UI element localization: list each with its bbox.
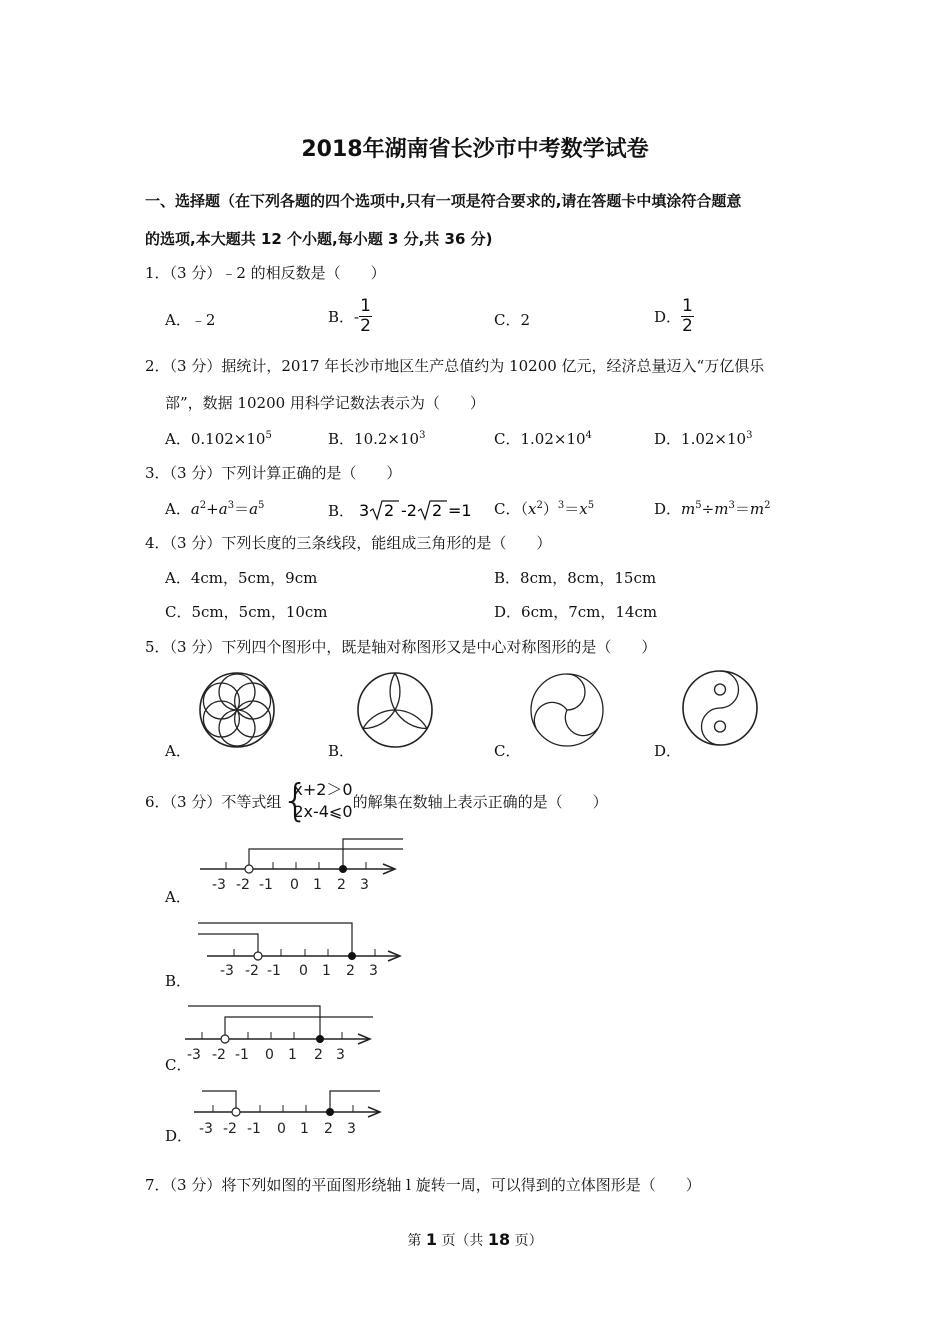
q2-option-a-exp: 5 — [265, 430, 272, 441]
q1-option-a: A．﹣2 — [165, 311, 216, 329]
tick-label: 2 — [337, 877, 346, 893]
q3-b-rad2: 2 — [431, 501, 442, 520]
solution-ray-closed — [198, 923, 352, 956]
tick-labels — [212, 877, 369, 893]
tick-label: 0 — [290, 877, 299, 893]
q2-option-a-text: A．0.102×10 — [165, 430, 266, 448]
question-6-suffix: 的解集在数轴上表示正确的是（ ） — [352, 792, 608, 811]
tick-label: 3 — [336, 1047, 345, 1063]
solution-ray-open — [202, 1091, 236, 1112]
q2-option-d — [654, 428, 752, 449]
tick-label: 3 — [360, 877, 369, 893]
q4-option-d: D．6cm，7cm，14cm — [494, 603, 658, 621]
q6-option-c: C． — [165, 1056, 192, 1074]
section-heading-line1: 一、选择题（在下列各题的四个选项中,只有一项是符合要求的,请在答题卡中填涂符合题意 — [145, 192, 742, 210]
petal-arc — [363, 710, 395, 729]
footer-mid: 页（共 — [441, 1233, 484, 1249]
tick-labels — [187, 1047, 345, 1063]
q3-b-rad1: 2 — [383, 501, 394, 520]
q3-option-b — [328, 498, 472, 522]
inequality-system — [281, 775, 353, 826]
tick-label: -1 — [259, 877, 273, 893]
footer-pre: 第 — [407, 1233, 422, 1249]
tick-label: -3 — [220, 963, 234, 979]
question-6-prefix: 6．（3 分）不等式组 — [145, 792, 282, 811]
q2-option-b-text: B．10.2×10 — [328, 430, 420, 448]
closed-point — [339, 865, 347, 873]
q5-option-c: C． — [494, 742, 521, 760]
tick-label: -3 — [187, 1047, 201, 1063]
tick-label: 1 — [300, 1121, 309, 1137]
tick-label: 1 — [313, 877, 322, 893]
section-heading-line2: 的选项,本大题共 12 个小题,每小题 3 分,共 36 分) — [145, 230, 493, 248]
tick-label: -1 — [247, 1121, 261, 1137]
q3-option-d: D．$m^5\div m^3=m^2$ — [654, 500, 771, 518]
petal-arc — [395, 710, 427, 729]
fraction-denominator: 2 — [360, 316, 371, 336]
q3-b-rhs: =1 — [447, 501, 472, 520]
question-1: 1．（3 分）﹣2 的相反数是（ ） — [145, 264, 386, 282]
swirl-arc — [565, 710, 598, 736]
page-title: 2018年湖南省长沙市中考数学试卷 — [301, 137, 649, 162]
flower-of-life-figure — [195, 668, 279, 752]
q3-option-b-label: B． — [328, 502, 355, 520]
question-2-line1: 2．（3 分）据统计，2017 年长沙市地区生产总值约为 10200 亿元，经济总量迈入“万亿俱乐 — [145, 357, 765, 375]
open-point — [221, 1035, 229, 1043]
petal-arc — [390, 673, 400, 710]
triskelion-figure — [525, 668, 609, 752]
q5-option-b: B． — [328, 742, 355, 760]
q4-option-c: C．5cm，5cm，10cm — [165, 603, 328, 621]
solution-ray-closed — [188, 1006, 320, 1039]
solution-ray-open — [198, 934, 258, 956]
q2-option-c-exp: 4 — [585, 430, 592, 441]
q1-option-b-sign: - — [354, 307, 360, 326]
tick-labels — [220, 963, 378, 979]
tick-label: -2 — [236, 877, 250, 893]
tick-label: -2 — [212, 1047, 226, 1063]
q3-b-op1: -2 — [400, 501, 417, 520]
q1-option-b-label: B． — [328, 308, 355, 326]
fraction-denominator: 2 — [682, 316, 693, 336]
q6-option-d: D． — [165, 1127, 193, 1145]
q4-option-a: A．4cm，5cm，9cm — [165, 569, 318, 587]
q4-option-b: B．8cm，8cm，15cm — [494, 569, 657, 587]
number-line-a — [195, 835, 410, 895]
question-5: 5．（3 分）下列四个图形中，既是轴对称图形又是中心对称图形的是（ ） — [145, 638, 657, 656]
footer-post: 页） — [514, 1233, 543, 1249]
q1-option-c: C．2 — [494, 311, 531, 329]
open-point — [232, 1108, 240, 1116]
q5-option-a: A． — [165, 742, 191, 760]
closed-point — [326, 1108, 334, 1116]
tick-label: 3 — [347, 1121, 356, 1137]
closed-point — [348, 952, 356, 960]
question-4: 4．（3 分）下列长度的三条线段，能组成三角形的是（ ） — [145, 534, 552, 552]
tick-label: 2 — [314, 1047, 323, 1063]
three-petal-figure — [353, 668, 437, 752]
tick-label: 2 — [324, 1121, 333, 1137]
solution-ray-open — [225, 1017, 373, 1039]
q2-option-c — [494, 428, 592, 449]
s-curve — [702, 671, 739, 745]
question-2-line2: 部”，数据 10200 用科学记数法表示为（ ） — [165, 394, 485, 412]
q3-option-d-label: D． — [654, 500, 682, 518]
fraction — [681, 298, 694, 335]
q1-option-d-label: D． — [654, 308, 682, 326]
q1-option-d — [654, 298, 694, 335]
number-line-b — [195, 918, 410, 978]
solution-ray-open — [249, 849, 403, 869]
q2-option-b — [328, 428, 425, 449]
swirl-arc — [567, 674, 585, 710]
tick-label: -2 — [245, 963, 259, 979]
q2-option-a — [165, 428, 272, 449]
small-circle-bottom — [715, 721, 726, 732]
inequality-2: 2x-4⩽0 — [293, 802, 353, 821]
inequality-1: x+2＞0 — [293, 780, 353, 799]
number-line-d — [190, 1086, 395, 1146]
tick-label: -1 — [267, 963, 281, 979]
brace: { — [281, 775, 310, 826]
open-point — [254, 952, 262, 960]
page-footer — [0, 1230, 950, 1250]
q3-option-c: C．$(x^2)^3=x^5$ — [494, 500, 595, 518]
tick-label: 2 — [346, 963, 355, 979]
q6-option-b: B． — [165, 972, 192, 990]
tick-label: 0 — [277, 1121, 286, 1137]
question-7: 7．（3 分）将下列如图的平面图形绕轴 l 旋转一周，可以得到的立体图形是（ ） — [145, 1176, 701, 1194]
footer-total-pages: 18 — [487, 1230, 511, 1249]
q2-option-c-text: C．1.02×10 — [494, 430, 586, 448]
fraction-numerator: 1 — [682, 296, 693, 316]
swirl-arc — [534, 702, 567, 728]
q3-option-b-expression — [358, 498, 472, 522]
fraction — [359, 298, 372, 335]
tick-label: -1 — [235, 1047, 249, 1063]
petal-circles — [203, 674, 270, 746]
q5-option-d: D． — [654, 742, 682, 760]
question-3: 3．（3 分）下列计算正确的是（ ） — [145, 464, 402, 482]
q1-option-b — [328, 298, 372, 335]
q6-option-a: A． — [165, 888, 191, 906]
small-circle-top — [715, 684, 726, 695]
q3-option-a-label: A． — [165, 500, 191, 518]
tick-label: 1 — [322, 963, 331, 979]
yin-yang-figure — [678, 666, 762, 750]
q3-b-coef1: 3 — [358, 501, 369, 520]
tick-label: -3 — [212, 877, 226, 893]
q2-option-b-exp: 3 — [419, 430, 426, 441]
tick-label: -3 — [199, 1121, 213, 1137]
q2-option-d-exp: 3 — [746, 430, 753, 441]
closed-point — [316, 1035, 324, 1043]
footer-page-number: 1 — [425, 1230, 437, 1249]
tick-label: 0 — [265, 1047, 274, 1063]
tick-label: 1 — [288, 1047, 297, 1063]
q3-option-c-label: C． — [494, 500, 521, 518]
tick-labels — [199, 1121, 356, 1137]
q3-option-a: A．$a^2+a^3=a^5$ — [165, 500, 265, 518]
open-point — [245, 865, 253, 873]
question-6 — [145, 776, 608, 826]
tick-label: 0 — [299, 963, 308, 979]
number-line-c — [180, 1002, 395, 1064]
fraction-numerator: 1 — [360, 296, 371, 316]
solution-ray-closed — [343, 839, 403, 869]
tick-label: -2 — [223, 1121, 237, 1137]
q2-option-d-text: D．1.02×10 — [654, 430, 747, 448]
tick-label: 3 — [369, 963, 378, 979]
